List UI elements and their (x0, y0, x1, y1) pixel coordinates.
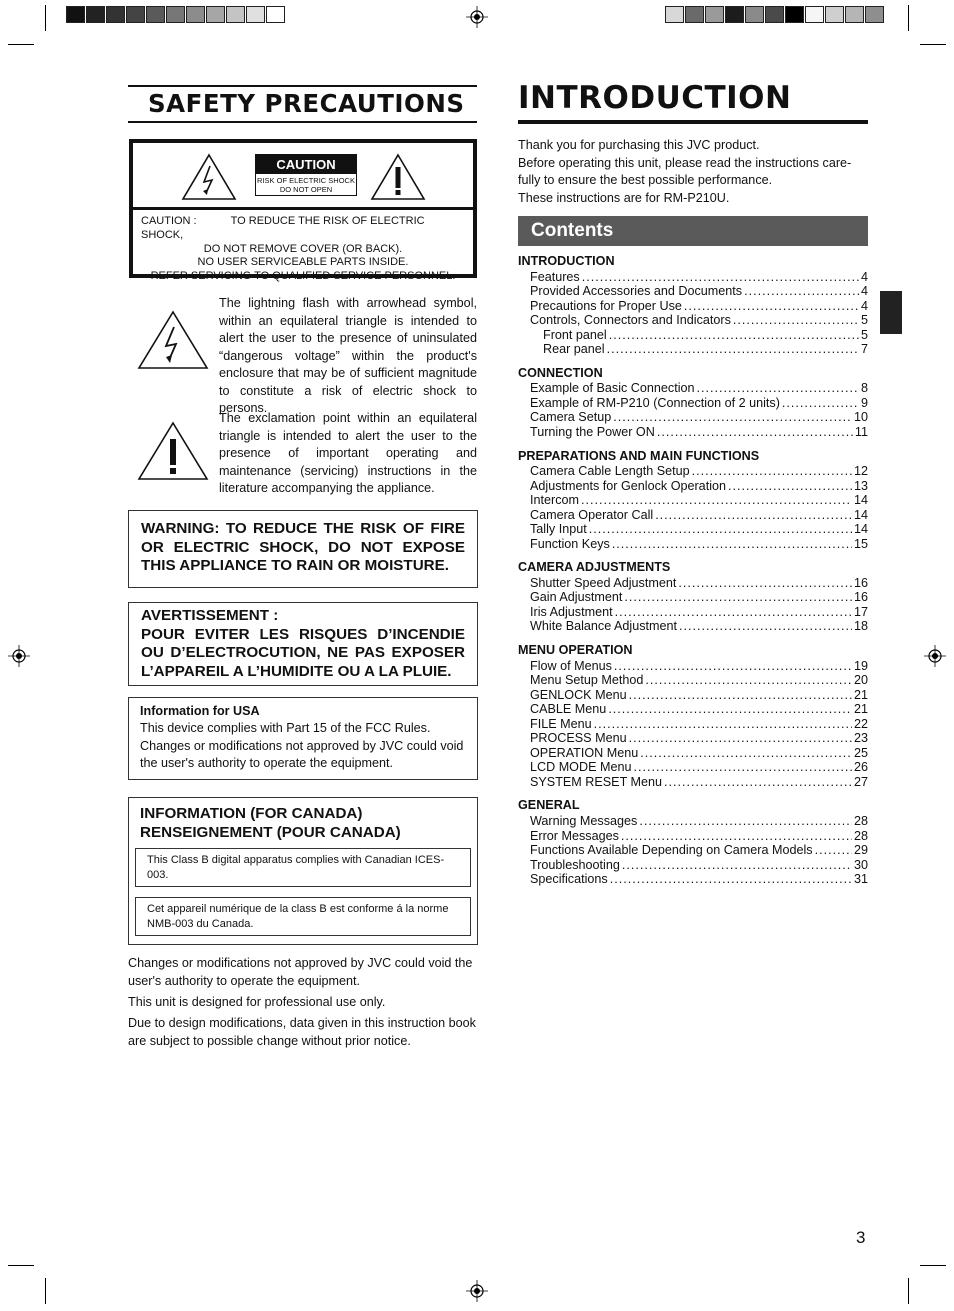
toc-entry-label: GENLOCK Menu (530, 687, 627, 702)
toc-entry[interactable] (530, 717, 868, 732)
registration-mark-icon (466, 1280, 488, 1302)
caution-divider (133, 207, 473, 210)
toc-entry-page: 5 (860, 327, 868, 342)
toc-entry-page: 16 (853, 590, 868, 605)
toc-section-heading: INTRODUCTION (518, 254, 615, 268)
color-swatch (66, 6, 85, 23)
toc-entry-page: 31 (853, 872, 868, 887)
color-swatch (266, 6, 285, 23)
usa-information-box (128, 697, 478, 780)
toc-entry[interactable] (530, 731, 868, 746)
toc-section-heading: GENERAL (518, 798, 580, 813)
toc-leader-dots (657, 425, 853, 440)
toc-entry-page: 14 (853, 522, 868, 537)
caution-line-4: REFER SERVICING TO QUALIFIED SERVICE PERSONNEL. (150, 270, 456, 283)
design-modification-notice: Due to design modifications, data given in this instruction book are subject to possible change without prior notice. (128, 1016, 476, 1048)
caution-badge (255, 154, 357, 196)
toc-entry-label: Precautions for Proper Use (530, 298, 682, 313)
avertissement-text: POUR EVITER LES RISQUES D’INCENDIE OU D’ELECTROCUTION, NE PAS EXPOSER L’APPAREIL A L’HUMIDITE OU A LA PLUIE. (141, 625, 465, 680)
toc-leader-dots (697, 381, 859, 396)
toc-entry-page: 22 (853, 716, 868, 731)
toc-entry-page: 8 (860, 381, 868, 396)
toc-leader-dots (607, 342, 859, 357)
toc-entry-page: 4 (860, 298, 868, 313)
toc-entry-page: 10 (853, 410, 868, 425)
toc-entry-page: 7 (860, 342, 868, 357)
toc-entry-label: OPERATION Menu (530, 745, 639, 760)
toc-entry[interactable] (543, 342, 868, 357)
toc-entry-page: 14 (853, 507, 868, 522)
toc-entry[interactable] (530, 464, 868, 479)
toc-leader-dots (615, 605, 852, 620)
warning-box (128, 510, 478, 588)
registration-mark-icon (8, 645, 30, 667)
canada-title-fr: RENSEIGNEMENT (POUR CANADA) (140, 824, 401, 841)
toc-entry-label: Rear panel (543, 342, 605, 357)
canada-ices-notice: This Class B digital apparatus complies with Canadian ICES-003. (135, 848, 471, 887)
toc-leader-dots (655, 508, 852, 523)
toc-entry-label: Functions Available Depending on Camera Models (530, 843, 813, 858)
canada-nmb-notice: Cet appareil numérique de la class B est conforme á la norme NMB-003 du Canada. (135, 897, 471, 936)
toc-leader-dots (664, 775, 852, 790)
toc-entry[interactable] (530, 425, 868, 440)
crop-mark (908, 5, 909, 31)
toc-leader-dots (581, 493, 852, 508)
toc-entry-page: 19 (853, 658, 868, 673)
crop-mark (45, 5, 46, 31)
toc-entry-label: Provided Accessories and Documents (530, 284, 743, 299)
toc-entry-page: 27 (853, 774, 868, 789)
toc-entry-page: 14 (853, 493, 868, 508)
toc-entry-label: Camera Cable Length Setup (530, 464, 690, 478)
color-swatch (705, 6, 724, 23)
heading-rule-top (128, 85, 477, 87)
modification-notice: Changes or modifications not approved by JVC could void the user's authority to operate the equipment. (128, 956, 473, 988)
caution-badge-sub-1: RISK OF ELECTRIC SHOCK (257, 176, 355, 185)
color-swatch (126, 6, 145, 23)
toc-entry-page: 23 (853, 731, 868, 746)
toc-leader-dots (733, 313, 859, 328)
toc-entry-label: FILE Menu (530, 716, 592, 731)
caution-line-2: DO NOT REMOVE COVER (OR BACK). (203, 242, 403, 255)
toc-entry-page: 16 (853, 575, 868, 590)
toc-entry-page: 28 (853, 813, 868, 828)
lightning-symbol-description: The lightning flash with arrowhead symbol, within an equilateral triangle is intended to alert the user to the presence of uninsulated “dangerous voltage” within the product's enclosure that may be of sufficient magnitude to constitute a risk of electric shock to persons. (219, 296, 477, 415)
color-swatch (106, 6, 125, 23)
crop-mark (8, 44, 34, 45)
crop-mark (908, 1278, 909, 1304)
exclamation-symbol-description: The exclamation point within an equilateral triangle is intended to alert the user to the presence of important operating and maintenance (servicing) instructions in the literature accompanying the appliance. (219, 411, 477, 495)
color-swatch (685, 6, 704, 23)
toc-entry-label: Controls, Connectors and Indicators (530, 313, 731, 328)
color-swatch (166, 6, 185, 23)
heading-rule-bottom (128, 121, 477, 123)
color-swatch (725, 6, 744, 23)
introduction-title: INTRODUCTION (518, 80, 792, 116)
lightning-triangle-icon (137, 310, 209, 370)
crop-mark (45, 1278, 46, 1304)
color-swatch (845, 6, 864, 23)
toc-entry-label: White Balance Adjustment (530, 619, 678, 634)
toc-leader-dots (589, 522, 852, 537)
toc-entry-label: Tally Input (530, 522, 587, 537)
toc-entry-page: 21 (853, 702, 868, 717)
toc-entry-label: Specifications (530, 872, 608, 887)
canada-information-box (128, 797, 478, 945)
toc-entry[interactable] (530, 858, 868, 873)
caution-badge-title: CAUTION (256, 155, 356, 174)
toc-entry-label: Menu Setup Method (530, 673, 644, 688)
color-swatch (86, 6, 105, 23)
toc-entry-label: Camera Operator Call (530, 507, 654, 522)
toc-leader-dots (679, 619, 852, 634)
toc-entry[interactable] (530, 872, 868, 887)
toc-entry-page: 29 (853, 843, 868, 858)
toc-entry[interactable] (530, 522, 868, 537)
contents-heading: Contents (518, 216, 868, 246)
color-swatch (785, 6, 804, 23)
toc-entry-page: 4 (860, 269, 868, 284)
warning-text: WARNING: TO REDUCE THE RISK OF FIRE OR ELECTRIC SHOCK, DO NOT EXPOSE THIS APPLIANCE TO RAIN OR MOISTURE. (141, 520, 465, 575)
toc-entry[interactable] (530, 688, 868, 703)
professional-use-notice: This unit is designed for professional use only. (128, 995, 386, 1009)
toc-entry[interactable] (530, 396, 868, 411)
toc-entry-label: Error Messages (530, 828, 619, 843)
color-swatch (226, 6, 245, 23)
toc-leader-dots (622, 858, 852, 873)
avertissement-title: AVERTISSEMENT : (141, 607, 279, 624)
toc-entry-label: Flow of Menus (530, 658, 612, 673)
toc-leader-dots (728, 479, 852, 494)
registration-mark-icon (924, 645, 946, 667)
toc-entry[interactable] (530, 590, 868, 605)
toc-entry-label: Function Keys (530, 536, 610, 551)
crop-mark (920, 44, 946, 45)
chapter-edge-tab (880, 291, 902, 334)
toc-leader-dots (645, 673, 852, 688)
intro-line-4: These instructions are for RM-P210U. (518, 190, 730, 205)
toc-entry[interactable] (530, 760, 868, 775)
toc-entry-label: Front panel (543, 327, 607, 342)
exclamation-warning-icon (370, 153, 426, 201)
intro-line-2: Before operating this unit, please read the instructions care- (518, 155, 852, 170)
toc-leader-dots (629, 688, 852, 703)
toc-entry-label: Intercom (530, 493, 579, 508)
toc-leader-dots (610, 872, 852, 887)
toc-entry[interactable] (530, 605, 868, 620)
toc-entry[interactable] (530, 619, 868, 634)
toc-section-heading: PREPARATIONS AND MAIN FUNCTIONS (518, 448, 760, 463)
toc-leader-dots (624, 590, 852, 605)
toc-entry[interactable] (543, 328, 868, 343)
toc-leader-dots (613, 410, 852, 425)
toc-entry[interactable] (530, 775, 868, 790)
caution-badge-sub-2: DO NOT OPEN (279, 185, 333, 194)
toc-entry-label: SYSTEM RESET Menu (530, 774, 663, 789)
toc-entry-page: 21 (853, 687, 868, 702)
color-swatch (146, 6, 165, 23)
canada-title-en: INFORMATION (FOR CANADA) (140, 805, 363, 822)
color-swatch (765, 6, 784, 23)
toc-leader-dots (633, 760, 852, 775)
toc-entry[interactable] (530, 299, 868, 314)
caution-line-1: TO REDUCE THE RISK OF ELECTRIC SHOCK, (141, 215, 425, 241)
caution-label-box (129, 139, 477, 283)
intro-line-3: fully to ensure the best possible performance. (518, 173, 773, 187)
toc-entry-label: Gain Adjustment (530, 590, 623, 605)
toc-entry-label: CABLE Menu (530, 702, 607, 717)
toc-entry-page: 28 (853, 828, 868, 843)
toc-entry[interactable] (530, 829, 868, 844)
toc-entry-label: Camera Setup (530, 410, 612, 425)
toc-leader-dots (815, 843, 852, 858)
toc-entry[interactable] (530, 284, 868, 299)
toc-entry[interactable] (530, 659, 868, 674)
crop-mark (920, 1265, 946, 1266)
toc-entry[interactable] (530, 537, 868, 552)
toc-entry-page: 5 (860, 313, 868, 328)
toc-entry[interactable] (530, 381, 868, 396)
toc-entry[interactable] (530, 493, 868, 508)
toc-leader-dots (692, 464, 852, 479)
crop-mark (8, 1265, 34, 1266)
toc-entry[interactable] (530, 843, 868, 858)
color-swatch (745, 6, 764, 23)
toc-entry[interactable] (530, 313, 868, 328)
color-swatch (206, 6, 225, 23)
color-swatch (865, 6, 884, 23)
toc-entry-page: 4 (860, 284, 868, 299)
toc-leader-dots (614, 659, 852, 674)
toc-entry-label: Example of Basic Connection (530, 381, 695, 396)
toc-leader-dots (629, 731, 852, 746)
toc-entry-page: 12 (853, 464, 868, 478)
toc-leader-dots (608, 702, 852, 717)
toc-entry-label: Example of RM-P210 (Connection of 2 units) (530, 395, 780, 410)
lightning-warning-icon (181, 153, 237, 201)
toc-entry[interactable] (530, 746, 868, 761)
toc-entry-label: Adjustments for Genlock Operation (530, 478, 726, 493)
toc-entry[interactable] (530, 410, 868, 425)
intro-line-1: Thank you for purchasing this JVC product. (518, 138, 760, 152)
toc-leader-dots (612, 537, 852, 552)
toc-entry-page: 20 (853, 673, 868, 688)
toc-entry-label: Turning the Power ON (530, 424, 655, 439)
toc-leader-dots (782, 396, 859, 411)
toc-entry[interactable] (530, 576, 868, 591)
caution-line-3: NO USER SERVICEABLE PARTS INSIDE. (197, 256, 409, 269)
toc-entry-page: 11 (854, 424, 868, 439)
toc-entry-page: 17 (853, 604, 868, 619)
toc-entry-page: 26 (853, 760, 868, 775)
color-swatch (665, 6, 684, 23)
toc-entry-label: Iris Adjustment (530, 604, 613, 619)
toc-leader-dots (678, 576, 852, 591)
toc-entry-page: 30 (853, 857, 868, 872)
toc-entry-label: PROCESS Menu (530, 731, 627, 746)
safety-precautions-title: SAFETY PRECAUTIONS (148, 89, 465, 118)
color-swatch (186, 6, 205, 23)
toc-section-heading: MENU OPERATION (518, 643, 633, 657)
toc-entry[interactable] (530, 702, 868, 717)
toc-entry[interactable] (530, 814, 868, 829)
toc-entry-label: Shutter Speed Adjustment (530, 575, 677, 590)
toc-entry-label: Features (530, 269, 580, 284)
toc-leader-dots (640, 746, 852, 761)
toc-entry-label: Troubleshooting (530, 857, 620, 872)
toc-entry-page: 15 (853, 536, 868, 551)
caution-warning-text (141, 215, 465, 284)
toc-leader-dots (621, 829, 852, 844)
toc-leader-dots (594, 717, 852, 732)
toc-section-heading: CAMERA ADJUSTMENTS (518, 560, 671, 575)
toc-leader-dots (582, 270, 859, 285)
registration-mark-icon (466, 6, 488, 28)
toc-entry[interactable] (530, 479, 868, 494)
toc-entry-page: 9 (860, 395, 868, 410)
introduction-rule (518, 120, 868, 124)
usa-information-text: This device complies with Part 15 of the FCC Rules. Changes or modifications not approved by JVC could void the user's authority to operate the equipment. (140, 721, 464, 770)
toc-leader-dots (639, 814, 852, 829)
toc-entry-page: 25 (853, 745, 868, 760)
color-swatch-bar-right (665, 6, 885, 23)
color-swatch (246, 6, 265, 23)
toc-entry-page: 18 (853, 619, 868, 634)
caution-prefix: CAUTION : (141, 215, 197, 227)
toc-leader-dots (744, 284, 859, 299)
introduction-text (518, 137, 870, 207)
color-swatch-bar-left (66, 6, 286, 23)
toc-entry-label: Warning Messages (530, 813, 638, 828)
color-swatch (825, 6, 844, 23)
avertissement-box (128, 602, 478, 686)
toc-entry-label: LCD MODE Menu (530, 760, 632, 775)
toc-entry[interactable] (530, 508, 868, 523)
toc-leader-dots (609, 328, 859, 343)
toc-entry-page: 13 (853, 478, 868, 493)
toc-section-heading: CONNECTION (518, 365, 603, 380)
toc-leader-dots (684, 299, 859, 314)
color-swatch (805, 6, 824, 23)
page-number: 3 (856, 1228, 866, 1247)
toc-entry[interactable] (530, 673, 868, 688)
usa-information-title: Information for USA (140, 704, 260, 718)
exclamation-triangle-icon (137, 421, 209, 481)
toc-entry[interactable] (530, 270, 868, 285)
